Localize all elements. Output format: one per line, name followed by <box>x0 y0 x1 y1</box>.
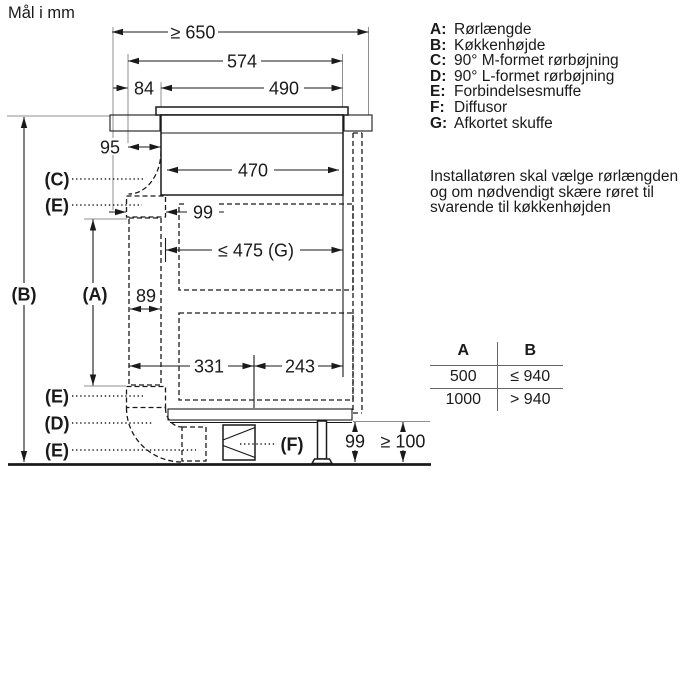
dim-body-width: 470 <box>237 160 269 181</box>
units-note: Mål i mm <box>8 4 75 22</box>
legend-key-d: D: <box>430 67 447 85</box>
sleeve-e-upper <box>127 196 166 217</box>
duct-assembly <box>127 151 207 462</box>
dim-hob-total-width: 574 <box>226 51 258 72</box>
dim-edge-offset: 84 <box>133 78 155 99</box>
hob <box>156 107 348 195</box>
table-cell-b1: ≤ 940 <box>498 365 564 388</box>
dim-drawer-depth: ≤ 475 (G) <box>218 240 294 261</box>
label-a: (A) <box>82 284 108 305</box>
label-e-upper: (E) <box>45 195 69 216</box>
legend-key-e: E: <box>430 83 446 101</box>
table-cell-a2: 1000 <box>430 388 498 411</box>
label-b: (B) <box>11 284 37 305</box>
legend <box>430 22 619 131</box>
legend-key-g: G: <box>430 114 448 132</box>
label-f: (F) <box>280 434 304 455</box>
l-elbow-d-outer <box>127 408 183 462</box>
appliance-leg <box>318 421 327 459</box>
hob-body <box>161 115 343 195</box>
legend-item-e <box>430 84 619 100</box>
table-row <box>430 365 563 388</box>
table-header-row <box>430 337 563 365</box>
dim-min-clearance: ≥ 100 <box>380 431 426 452</box>
label-backplates <box>10 23 429 450</box>
legend-label-b: Køkkenhøjde <box>454 36 546 54</box>
dim-plinth-height: 99 <box>344 431 366 452</box>
legend-item-c <box>430 53 619 69</box>
dimension-labels <box>100 23 425 452</box>
legend-label-a: Rørlængde <box>454 21 532 38</box>
label-e-bottom: (E) <box>45 440 69 461</box>
legend-label-d: 90° L-formet rørbøjning <box>454 67 615 85</box>
note-line-2: og om nødvendigt skære røret til <box>430 183 654 201</box>
sleeve-e-lower <box>127 387 166 408</box>
m-elbow-c <box>129 151 162 194</box>
table-cell-b2: > 940 <box>498 388 564 411</box>
table-cell-a1: 500 <box>430 365 498 388</box>
diffusor-f <box>223 425 255 460</box>
legend-item-a <box>430 22 619 38</box>
legend-key-a: A: <box>430 21 447 38</box>
countertop-left <box>110 115 160 131</box>
note-line-3: svarende til køkkenhøjden <box>430 199 611 217</box>
dim-inset-depth: 95 <box>99 137 121 158</box>
dim-countertop-min-width: ≥ 650 <box>170 22 216 43</box>
legend-item-f <box>430 100 619 116</box>
legend-key-b: B: <box>430 36 447 54</box>
dim-front-span: 243 <box>284 356 316 377</box>
table-header-b: B <box>524 342 537 359</box>
legend-item-g <box>430 116 619 132</box>
table-header-a: A <box>430 342 498 365</box>
note-line-1: Installatøren skal vælge rørlængden <box>430 168 679 185</box>
pipe-length-table <box>430 337 563 411</box>
legend-label-e: Forbindelsesmuffe <box>454 83 582 101</box>
legend-item-b <box>430 38 619 54</box>
table-row <box>430 388 563 411</box>
hob-glass-plate <box>156 107 348 115</box>
dim-rear-span: 331 <box>193 356 225 377</box>
installation-diagram <box>0 0 440 480</box>
part-labels <box>12 170 304 461</box>
legend-label-f: Diffusor <box>454 98 508 116</box>
base-shelf <box>168 409 352 420</box>
leg-foot <box>312 459 332 464</box>
countertop-right <box>344 115 372 131</box>
legend-item-d <box>430 69 619 85</box>
legend-label-g: Afkortet skuffe <box>454 114 553 132</box>
dim-glass-width: 490 <box>268 78 300 99</box>
legend-label-c: 90° M-formet rørbøjning <box>454 52 619 70</box>
sleeve-e-bottom <box>182 427 206 461</box>
legend-key-f: F: <box>430 98 445 116</box>
dim-duct-width: 89 <box>135 286 157 306</box>
installer-note <box>430 169 678 216</box>
legend-key-c: C: <box>430 52 447 70</box>
label-d: (D) <box>44 413 70 434</box>
label-e-lower: (E) <box>45 386 69 407</box>
dim-sleeve-width: 99 <box>192 202 214 223</box>
label-c: (C) <box>44 169 70 190</box>
